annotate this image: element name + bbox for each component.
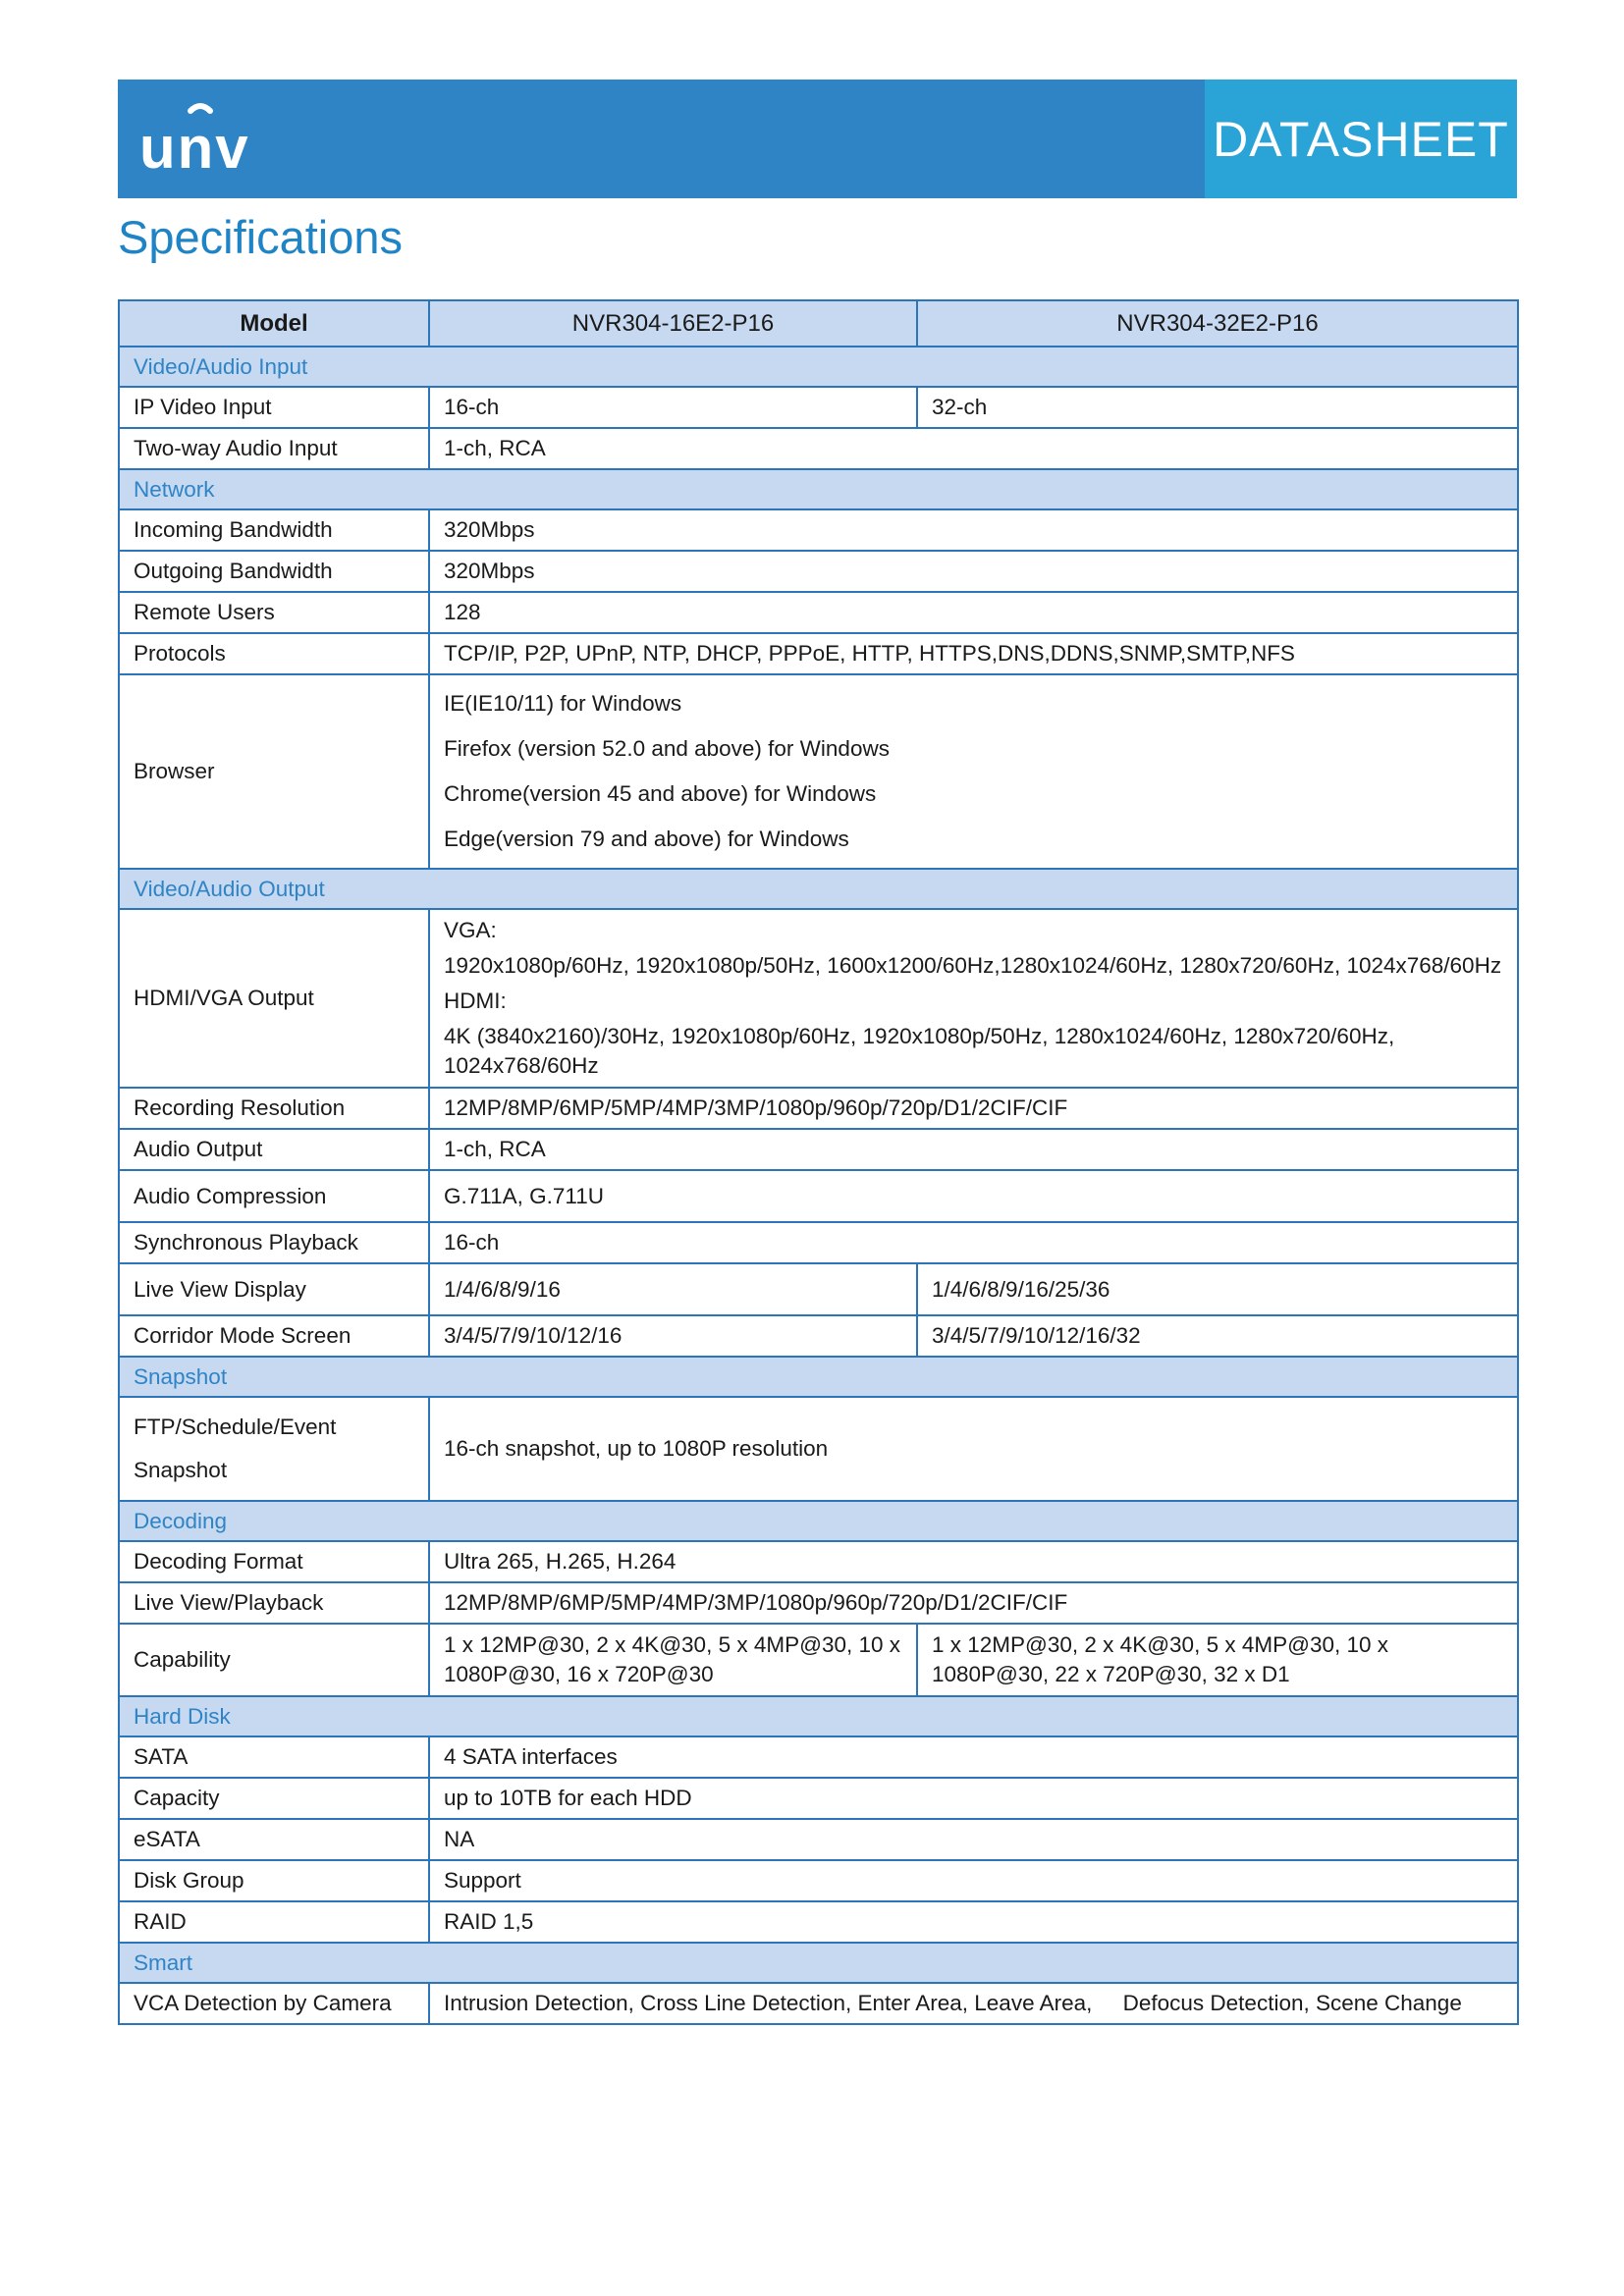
table-row: [119, 1624, 1518, 1696]
row-value: 16-ch: [429, 1222, 1518, 1263]
table-row: [119, 1397, 1518, 1501]
row-value: Support: [429, 1860, 1518, 1901]
row-value: 320Mbps: [429, 551, 1518, 592]
table-row: [119, 1983, 1518, 2024]
output-line: VGA:: [444, 918, 497, 942]
spec-table: [118, 299, 1519, 2025]
table-row: [119, 509, 1518, 551]
section-row: [119, 1501, 1518, 1541]
table-row: [119, 1819, 1518, 1860]
row-label: Outgoing Bandwidth: [119, 551, 429, 592]
row-label: Incoming Bandwidth: [119, 509, 429, 551]
table-row: [119, 1263, 1518, 1315]
table-row: [119, 1541, 1518, 1582]
section-snapshot: Snapshot: [119, 1357, 1518, 1397]
row-label: Live View Display: [119, 1263, 429, 1315]
row-value-b: 1/4/6/8/9/16/25/36: [917, 1263, 1518, 1315]
browser-line: Firefox (version 52.0 and above) for Windows: [444, 736, 890, 761]
table-row: [119, 1860, 1518, 1901]
row-value-a: 1/4/6/8/9/16: [429, 1263, 917, 1315]
row-label: Recording Resolution: [119, 1088, 429, 1129]
browser-line: Edge(version 79 and above) for Windows: [444, 827, 849, 851]
row-value: 16-ch snapshot, up to 1080P resolution: [429, 1397, 1518, 1501]
row-label: [119, 1397, 429, 1501]
table-row: [119, 1088, 1518, 1129]
header-model: Model: [119, 300, 429, 347]
row-label: eSATA: [119, 1819, 429, 1860]
section-network: Network: [119, 469, 1518, 509]
table-row: [119, 1129, 1518, 1170]
row-label: SATA: [119, 1736, 429, 1778]
row-label: Two-way Audio Input: [119, 428, 429, 469]
row-label: Synchronous Playback: [119, 1222, 429, 1263]
browser-line: IE(IE10/11) for Windows: [444, 691, 682, 716]
row-value: Intrusion Detection, Cross Line Detection, Enter Area, Leave Area, Defocus Detection, Scene Change: [429, 1983, 1518, 2024]
row-value: TCP/IP, P2P, UPnP, NTP, DHCP, PPPoE, HTTP, HTTPS,DNS,DDNS,SNMP,SMTP,NFS: [429, 633, 1518, 674]
section-video-audio-output: Video/Audio Output: [119, 869, 1518, 909]
header-banner: [118, 80, 1517, 198]
row-value: 12MP/8MP/6MP/5MP/4MP/3MP/1080p/960p/720p/D1/2CIF/CIF: [429, 1088, 1518, 1129]
row-label: IP Video Input: [119, 387, 429, 428]
row-value: 1-ch, RCA: [429, 428, 1518, 469]
row-label: Audio Compression: [119, 1170, 429, 1222]
section-smart: Smart: [119, 1943, 1518, 1983]
row-value: G.711A, G.711U: [429, 1170, 1518, 1222]
row-label: Audio Output: [119, 1129, 429, 1170]
row-label: Capacity: [119, 1778, 429, 1819]
section-row: [119, 1943, 1518, 1983]
row-value: 1-ch, RCA: [429, 1129, 1518, 1170]
row-value-b: 32-ch: [917, 387, 1518, 428]
row-value: 128: [429, 592, 1518, 633]
row-value: 320Mbps: [429, 509, 1518, 551]
row-value-a: 3/4/5/7/9/10/12/16: [429, 1315, 917, 1357]
datasheet-label: DATASHEET: [1213, 111, 1509, 167]
row-label: Corridor Mode Screen: [119, 1315, 429, 1357]
row-value: RAID 1,5: [429, 1901, 1518, 1943]
row-label: VCA Detection by Camera: [119, 1983, 429, 2024]
row-label: HDMI/VGA Output: [119, 909, 429, 1088]
row-label-line: Snapshot: [134, 1458, 228, 1482]
row-label: RAID: [119, 1901, 429, 1943]
section-row: [119, 1696, 1518, 1736]
row-value-a: 1 x 12MP@30, 2 x 4K@30, 5 x 4MP@30, 10 x 1080P@30, 16 x 720P@30: [429, 1624, 917, 1696]
table-row: [119, 551, 1518, 592]
row-value-b: 1 x 12MP@30, 2 x 4K@30, 5 x 4MP@30, 10 x 1080P@30, 22 x 720P@30, 32 x D1: [917, 1624, 1518, 1696]
table-header-row: [119, 300, 1518, 347]
table-row: [119, 1170, 1518, 1222]
header-model-b: NVR304-32E2-P16: [917, 300, 1518, 347]
section-row: [119, 347, 1518, 387]
table-row: [119, 1736, 1518, 1778]
table-row: [119, 1778, 1518, 1819]
row-label: Remote Users: [119, 592, 429, 633]
row-value: 12MP/8MP/6MP/5MP/4MP/3MP/1080p/960p/720p/D1/2CIF/CIF: [429, 1582, 1518, 1624]
table-row: [119, 428, 1518, 469]
page-title: Specifications: [118, 211, 403, 263]
row-label-line: FTP/Schedule/Event: [134, 1415, 337, 1439]
row-value: Ultra 265, H.265, H.264: [429, 1541, 1518, 1582]
output-line: 1920x1080p/60Hz, 1920x1080p/50Hz, 1600x1200/60Hz,1280x1024/60Hz, 1280x720/60Hz, 1024x768/60Hz: [444, 953, 1502, 978]
svg-text:unv: unv: [139, 115, 250, 176]
table-row: [119, 1582, 1518, 1624]
section-row: [119, 469, 1518, 509]
row-value: [429, 909, 1518, 1088]
row-value-b: 3/4/5/7/9/10/12/16/32: [917, 1315, 1518, 1357]
row-label: Capability: [119, 1624, 429, 1696]
table-row: [119, 674, 1518, 869]
unv-logo: [139, 97, 287, 176]
datasheet-label-box: [1205, 80, 1517, 198]
row-label: Disk Group: [119, 1860, 429, 1901]
table-row: [119, 387, 1518, 428]
row-label: Protocols: [119, 633, 429, 674]
row-value: 4 SATA interfaces: [429, 1736, 1518, 1778]
row-label: Decoding Format: [119, 1541, 429, 1582]
output-line: 4K (3840x2160)/30Hz, 1920x1080p/60Hz, 1920x1080p/50Hz, 1280x1024/60Hz, 1280x720/60Hz, 1024x768/60Hz: [444, 1024, 1395, 1078]
row-value-a: 16-ch: [429, 387, 917, 428]
row-label: Browser: [119, 674, 429, 869]
section-row: [119, 869, 1518, 909]
table-row: [119, 1901, 1518, 1943]
section-row: [119, 1357, 1518, 1397]
table-row: [119, 909, 1518, 1088]
table-row: [119, 633, 1518, 674]
output-line: HDMI:: [444, 988, 507, 1013]
browser-line: Chrome(version 45 and above) for Windows: [444, 781, 877, 806]
row-label: Live View/Playback: [119, 1582, 429, 1624]
table-row: [119, 1222, 1518, 1263]
row-value: up to 10TB for each HDD: [429, 1778, 1518, 1819]
section-decoding: Decoding: [119, 1501, 1518, 1541]
section-video-audio-input: Video/Audio Input: [119, 347, 1518, 387]
section-hard-disk: Hard Disk: [119, 1696, 1518, 1736]
table-row: [119, 1315, 1518, 1357]
table-row: [119, 592, 1518, 633]
row-value: [429, 674, 1518, 869]
header-model-a: NVR304-16E2-P16: [429, 300, 917, 347]
row-value: NA: [429, 1819, 1518, 1860]
